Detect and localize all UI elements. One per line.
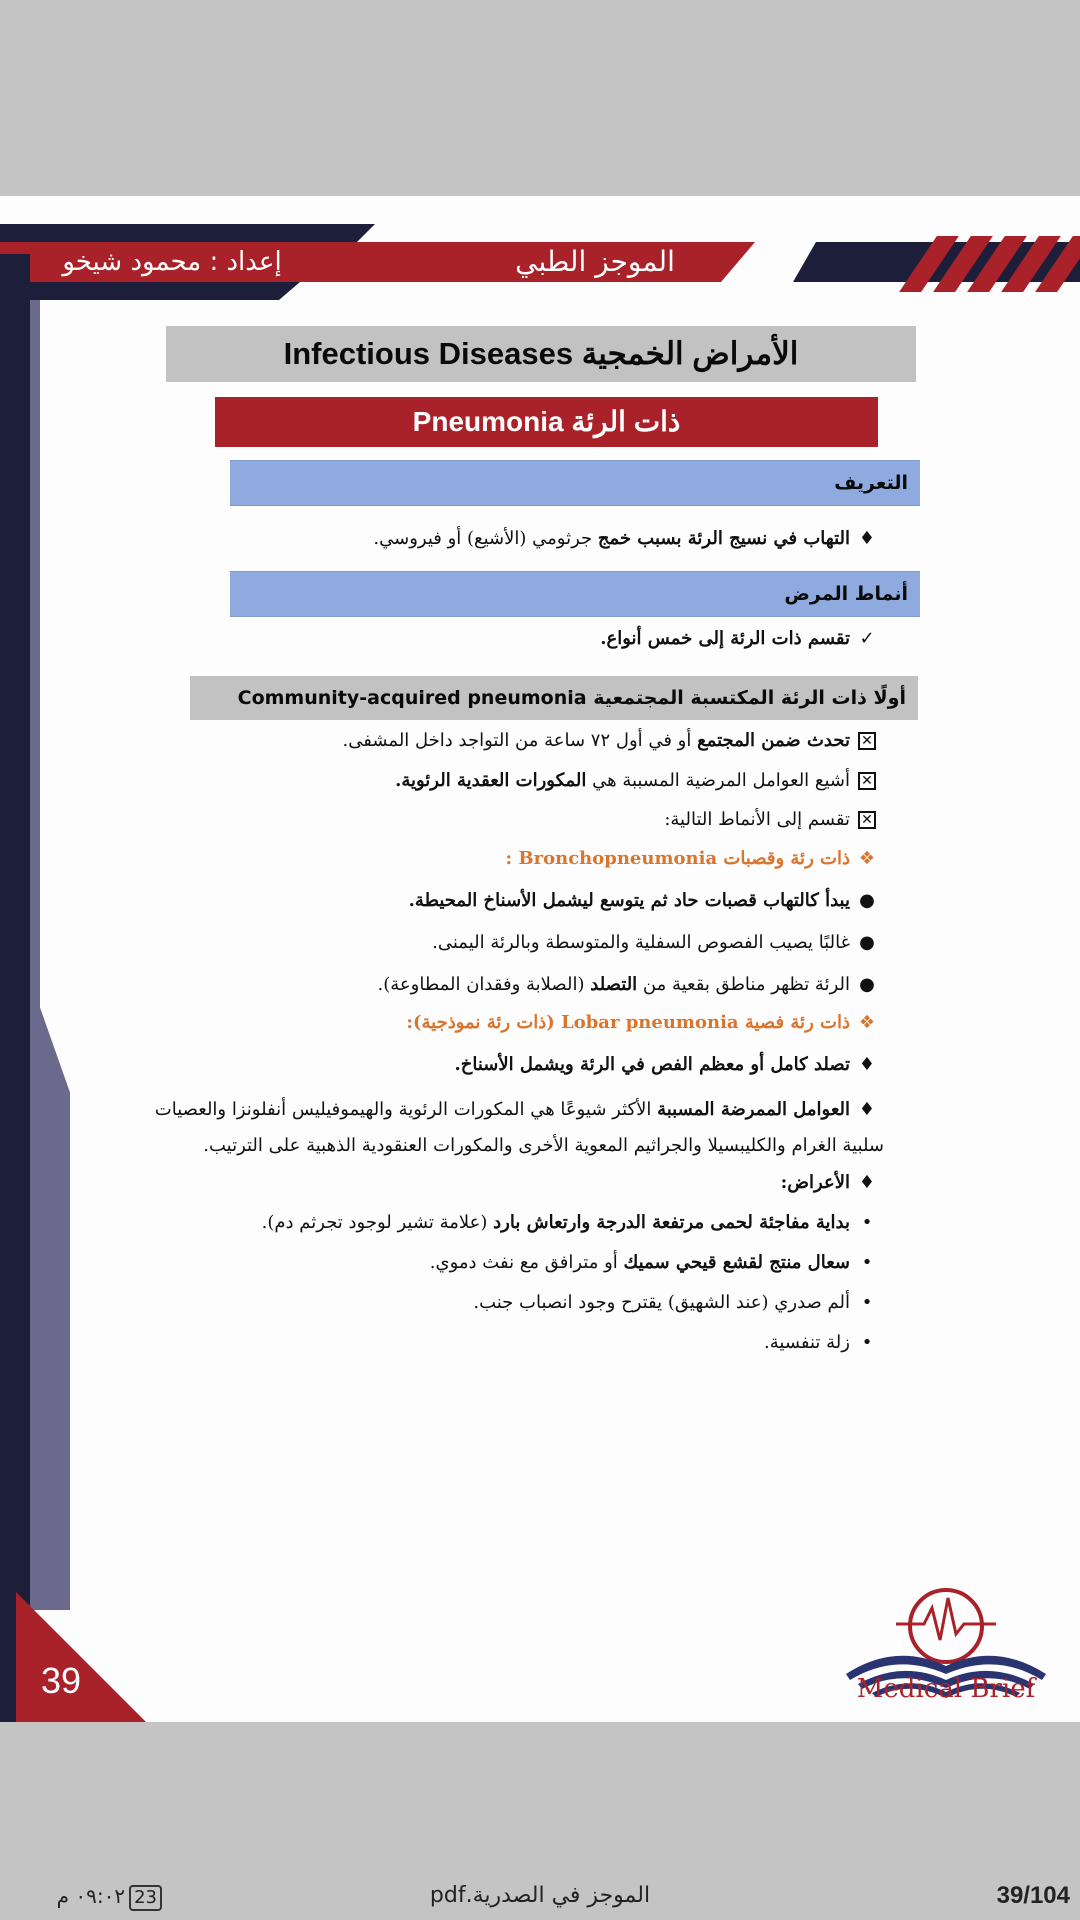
diamond-bullet-icon: ♦ — [858, 528, 876, 549]
section-definition: التعريف — [230, 460, 920, 506]
checked-box-icon: ✕ — [858, 772, 876, 790]
checked-box-icon: ✕ — [858, 732, 876, 750]
list-item: ✕أشيع العوامل المرضية المسببة هي المكورات العقدية الرئوية. — [395, 770, 884, 791]
dot-bullet-icon: • — [861, 1212, 873, 1233]
document-page — [0, 196, 1080, 1722]
file-name: الموجز في الصدرية.pdf — [429, 1883, 651, 1908]
topic-title: ذات الرئة Pneumonia — [215, 397, 878, 447]
list-item: ♦تصلد كامل أو معظم الفص في الرئة ويشمل الأسناخ. — [454, 1054, 884, 1075]
list-item: ♦التهاب في نسيج الرئة بسبب خمج جرثومي (الأشيع) أو فيروسي. — [373, 528, 884, 549]
dot-bullet-icon: ● — [859, 890, 875, 911]
list-item: ♦العوامل الممرضة المسببة الأكثر شيوعًا هي المكورات الرئوية والهيموفيليس أنفلونزا والعصيات سلبية الغرام والكليبسيلا والجراثيم المعوية الأخرى والمكورات العنقودية الذهبية على الترتيب. — [144, 1092, 884, 1164]
list-item: •ألم صدري (عند الشهيق) يقترح وجود انصباب جنب. — [473, 1292, 884, 1313]
list-item: ✕تحدث ضمن المجتمع أو في أول ٧٢ ساعة من التواجد داخل المشفى. — [343, 730, 884, 751]
page-number: 39 — [40, 1660, 82, 1701]
check-mark-icon: ✓ — [859, 628, 875, 649]
clover-bullet-icon: ❖ — [858, 1012, 876, 1033]
page-title: الأمراض الخمجية Infectious Diseases — [166, 326, 916, 382]
dot-bullet-icon: • — [861, 1252, 873, 1273]
viewer-footer — [0, 1876, 1080, 1916]
dot-bullet-icon: • — [861, 1332, 873, 1353]
section-patterns: أنماط المرض — [230, 571, 920, 617]
subheading-lobar: ❖ذات رئة فصية Lobar pneumonia (ذات رئة نموذجية): — [406, 1012, 884, 1033]
page-counter[interactable]: 39/104 — [996, 1882, 1070, 1909]
checked-box-icon: ✕ — [858, 811, 876, 829]
left-light-bar — [30, 300, 70, 1610]
notification-badge: 23 — [129, 1885, 162, 1911]
left-dark-bar — [0, 254, 30, 1722]
list-item: ●غالبًا يصيب الفصوص السفلية والمتوسطة وبالرئة اليمنى. — [432, 932, 884, 953]
logo-text: Medical Brief — [856, 1674, 1036, 1704]
list-item: •بداية مفاجئة لحمى مرتفعة الدرجة وارتعاش بارد (علامة تشير لوجود تجرثم دم). — [262, 1212, 884, 1233]
header-title: الموجز الطبي — [515, 245, 675, 278]
list-item: ♦الأعراض: — [781, 1172, 884, 1193]
list-item: •زلة تنفسية. — [764, 1332, 884, 1353]
list-item: ●يبدأ كالتهاب قصبات حاد ثم يتوسع ليشمل الأسناخ المحيطة. — [409, 890, 884, 911]
list-item: ✓تقسم ذات الرئة إلى خمس أنواع. — [600, 628, 884, 649]
diamond-bullet-icon: ♦ — [858, 1099, 876, 1120]
header-under-band — [0, 282, 300, 300]
list-item: ●الرئة تظهر مناطق بقعية من التصلد (الصلابة وفقدان المطاوعة). — [378, 974, 884, 995]
clover-bullet-icon: ❖ — [858, 848, 876, 869]
list-item: ✕تقسم إلى الأنماط التالية: — [664, 809, 884, 830]
dot-bullet-icon: • — [861, 1292, 873, 1313]
header-author: إعداد : محمود شيخو — [62, 247, 282, 277]
dot-bullet-icon: ● — [859, 932, 875, 953]
diamond-bullet-icon: ♦ — [858, 1172, 876, 1193]
subheading-broncho: ❖ذات رئة وقصبات Bronchopneumonia : — [505, 848, 884, 869]
status-time: 23٠٩:٠٢ م — [22, 1876, 162, 1916]
list-item: •سعال منتج لقشع قيحي سميك أو مترافق مع نفث دموي. — [430, 1252, 884, 1273]
section-community: أولًا ذات الرئة المكتسبة المجتمعية Community-acquired pneumonia — [190, 676, 918, 720]
dot-bullet-icon: ● — [859, 974, 875, 995]
diamond-bullet-icon: ♦ — [858, 1054, 876, 1075]
